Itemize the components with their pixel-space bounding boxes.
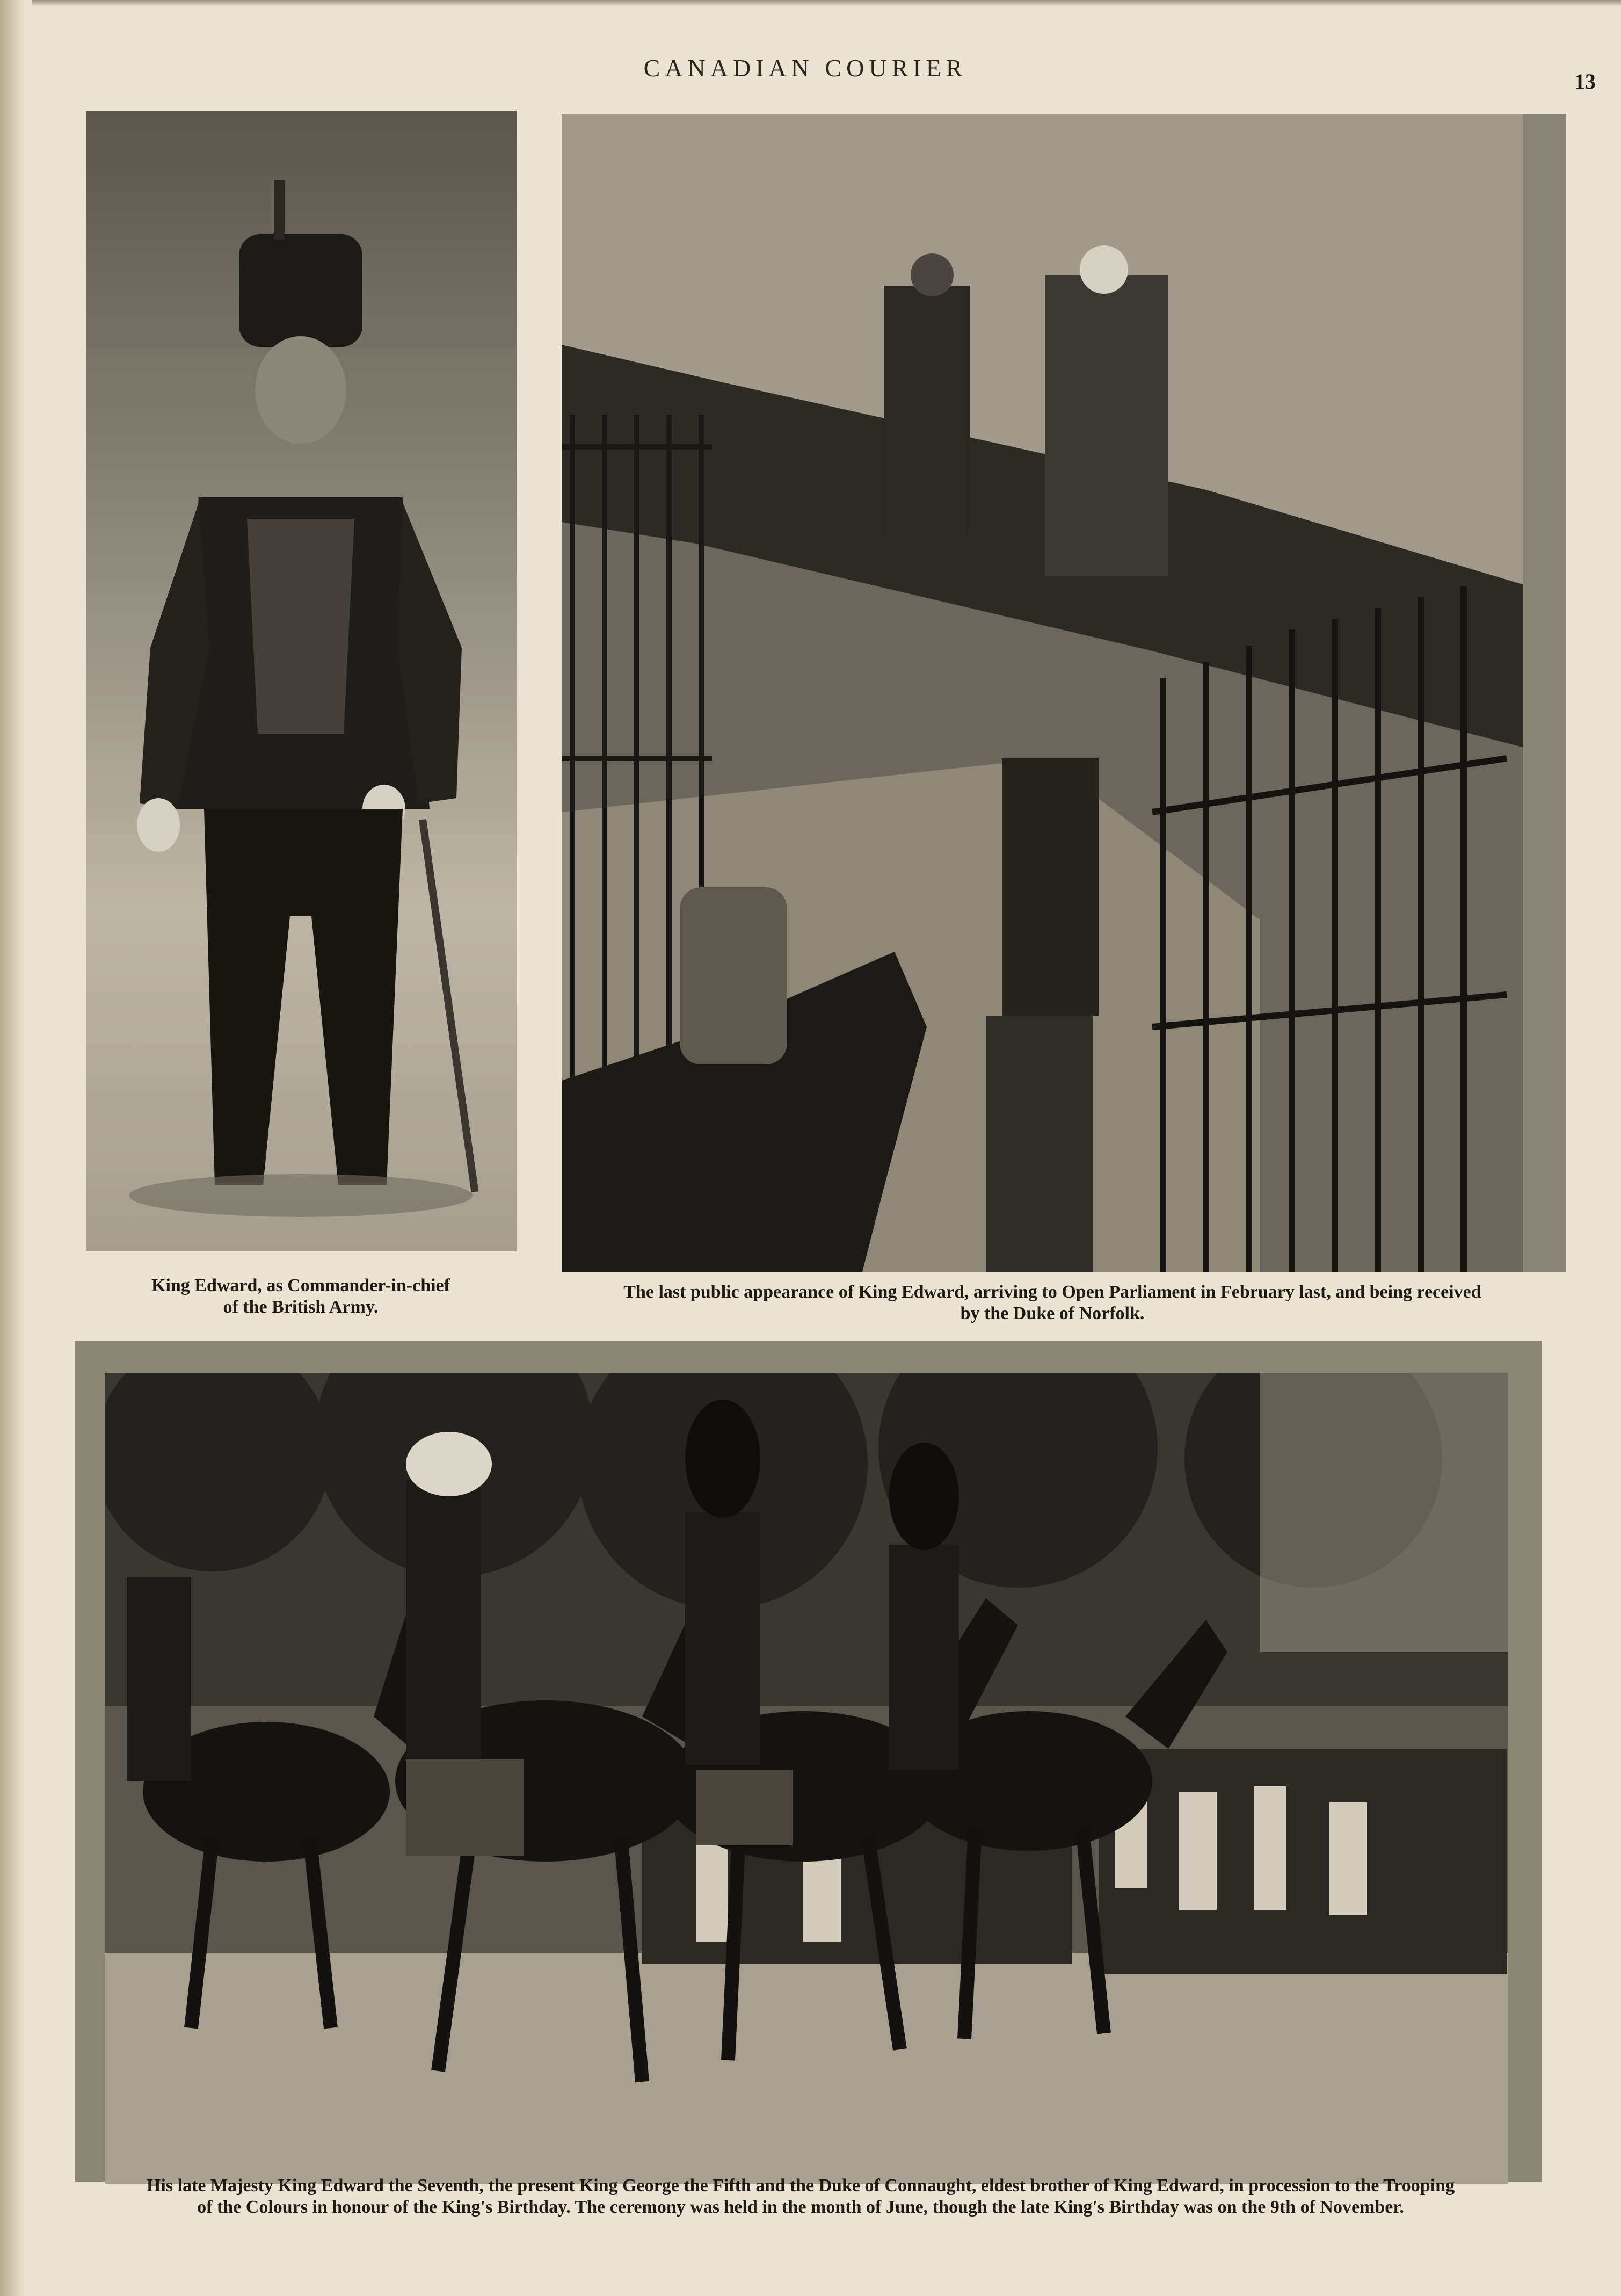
caption-parliament-line-2: by the Duke of Norfolk. bbox=[960, 1303, 1145, 1323]
caption-procession-line-2: of the Colours in honour of the King's Birthday. The ceremony was held in the month of June, though the late King's Birthday was on the 9th of November. bbox=[197, 2197, 1404, 2217]
caption-procession bbox=[52, 2175, 1550, 2218]
caption-parliament-line-1: The last public appearance of King Edward, arriving to Open Parliament in February last, and being received bbox=[623, 1282, 1481, 1302]
photo-open-parliament-arrival bbox=[562, 114, 1566, 1272]
procession-illustration bbox=[105, 1373, 1508, 2184]
page-top-edge bbox=[32, 0, 1621, 6]
photo-king-edward-portrait bbox=[86, 111, 517, 1251]
caption-parliament bbox=[542, 1281, 1562, 1324]
publication-title: CANADIAN COURIER bbox=[643, 54, 968, 82]
page-number: 13 bbox=[1574, 69, 1596, 93]
caption-portrait-line-1: King Edward, as Commander-in-chief bbox=[151, 1276, 450, 1295]
caption-portrait-line-2: of the British Army. bbox=[223, 1297, 379, 1317]
parliament-illustration bbox=[562, 114, 1566, 1272]
portrait-illustration bbox=[86, 111, 517, 1251]
caption-portrait bbox=[97, 1275, 505, 1318]
photo-trooping-the-colours-procession bbox=[105, 1373, 1508, 2184]
page-binding-edge bbox=[0, 0, 26, 2296]
caption-procession-line-1: His late Majesty King Edward the Seventh, the present King George the Fifth and the Duke of Connaught, eldest brother of King Edward, in procession to the Trooping bbox=[146, 2176, 1455, 2196]
